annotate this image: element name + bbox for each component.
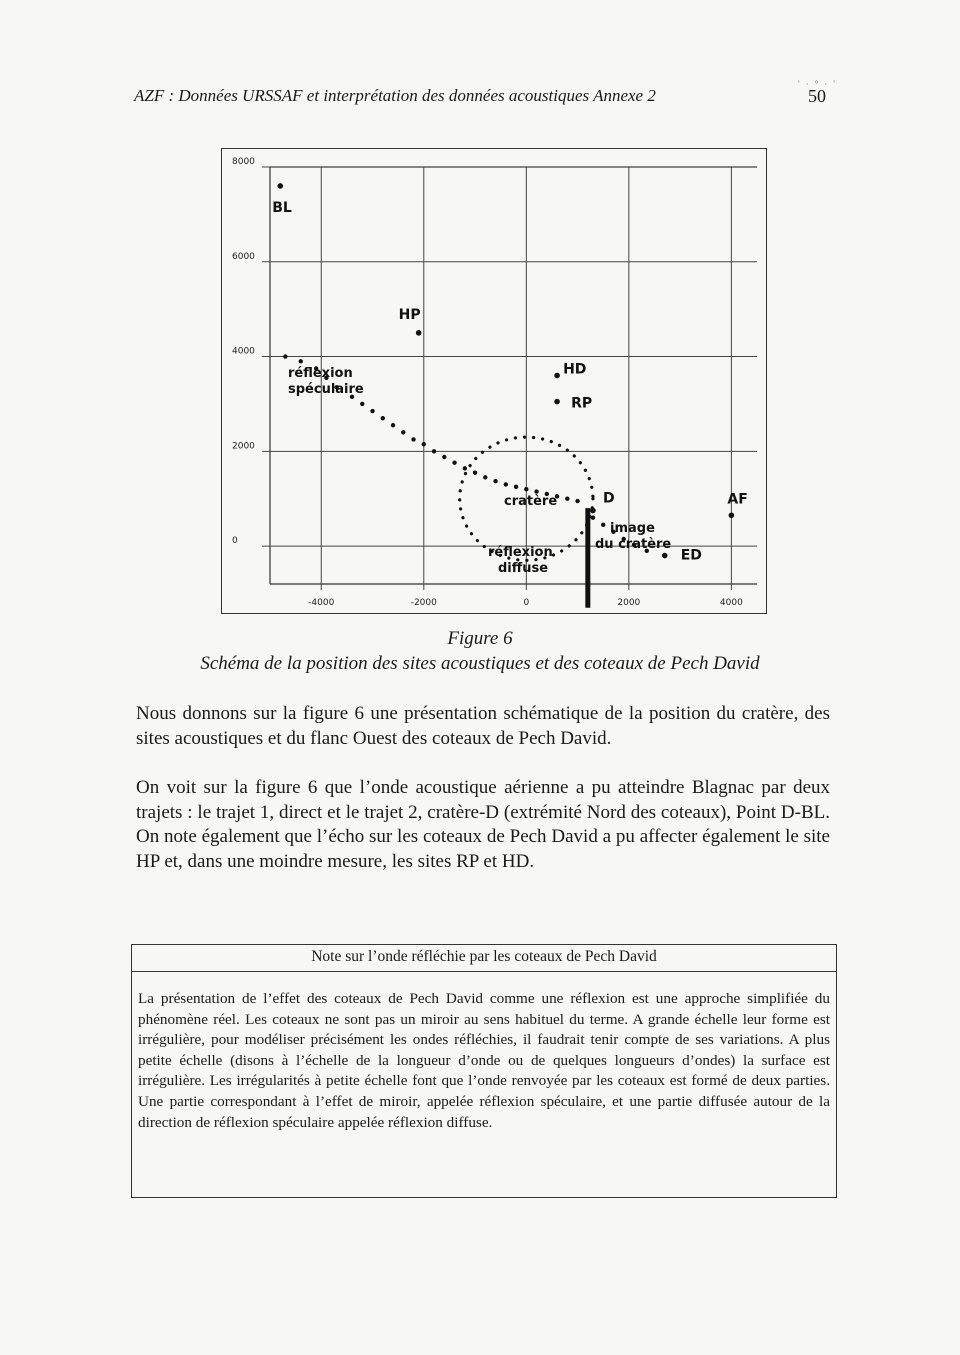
x-tick-label: 4000 (719, 598, 743, 608)
annotation-reflexion-speculaire-1: réflexion (288, 366, 353, 381)
y-tick-label: 2000 (232, 441, 255, 452)
site-bl-point (277, 183, 283, 189)
note-box (131, 944, 837, 1198)
annotation-image-2: du cratère (595, 537, 672, 552)
hill-point (575, 499, 579, 503)
site-d-point (590, 508, 596, 514)
chart-labels (232, 157, 748, 608)
hill-point (360, 402, 364, 406)
hill-point (432, 449, 436, 453)
hill-point (381, 416, 385, 420)
y-tick-label: 8000 (232, 157, 255, 167)
figure-label: Figure 6 (447, 628, 513, 649)
annotation-cratere: cratère (504, 494, 558, 509)
hill-point (493, 479, 497, 483)
hill-point (452, 460, 456, 464)
y-tick-label: 0 (232, 536, 238, 547)
site-ed-label: ED (680, 547, 702, 564)
y-tick-label: 6000 (232, 251, 255, 262)
figure-frame (221, 148, 767, 614)
site-bl-label: BL (272, 199, 292, 216)
hill-point (483, 475, 487, 479)
hill-point (283, 354, 287, 358)
site-ed-point (662, 553, 668, 559)
site-af-point (729, 512, 735, 518)
annotation-reflexion-diffuse-1: réflexion (488, 545, 553, 560)
page-mark: '·°·' (798, 79, 841, 89)
hill-point (422, 442, 426, 446)
paragraph-1: Nous donnons sur la figure 6 une présentation schématique de la position du cratère, des sites acoustiques et du flanc Ouest des coteaux de Pech David. (136, 703, 830, 749)
site-hd-label: HD (563, 361, 587, 378)
page-number: 50 (808, 86, 826, 106)
hill-point (473, 470, 477, 474)
header-title: AZF : Données URSSAF et interprétation des données acoustiques Annexe 2 (134, 86, 656, 105)
site-hp-point (416, 330, 422, 336)
hill-point (411, 437, 415, 441)
hill-point (565, 497, 569, 501)
note-title-rule (132, 971, 836, 972)
x-tick-label: 2000 (617, 598, 641, 608)
site-d-label: D (602, 490, 615, 507)
hill-point (463, 466, 467, 470)
x-tick-label: -2000 (410, 598, 437, 608)
site-rp-label: RP (571, 395, 593, 412)
note-title: Note sur l’onde réfléchie par les coteaux de Pech David (311, 948, 657, 965)
annotation-reflexion-speculaire-2: spéculaire (288, 382, 364, 397)
site-hp-label: HP (398, 306, 421, 323)
hill-point (524, 487, 528, 491)
hill-point (299, 359, 303, 363)
paragraph-2: On voit sur la figure 6 que l’onde acoustique aérienne a pu atteindre Blagnac par deux trajets : le trajet 1, direct et le trajet 2, cratère-D (extrémité Nord des coteaux), Point D-BL. On note également que l’écho sur les coteaux de Pech David a pu affecter également le site HP et, dans une moindre mesure, les sites RP et HD. (136, 777, 830, 872)
hill-point (370, 409, 374, 413)
scatter-chart (222, 149, 768, 615)
site-af-label: AF (727, 491, 748, 508)
annotation-reflexion-diffuse-2: diffuse (498, 561, 549, 576)
hill-point (514, 485, 518, 489)
note-body: La présentation de l’effet des coteaux de Pech David comme une réflexion est une approche simplifiée du phénomène réel. Les coteaux ne sont pas un miroir au sens habituel du terme. A grande échelle leur forme est irrégulière, pour modéliser précisément les ondes réfléchies, il faudrait tenir compte de ses variations. A plus petite échelle (disons à l’échelle de la longueur d’onde ou de quelques longueurs d’ondes) la surface est irrégulière. Les irrégularités à petite échelle font que l’onde renvoyée par les coteaux est formé de deux parties. Une partie correspondant à l’effet de miroir, appelée réflexion spéculaire, et une partie diffusée autour de la direction de réflexion spéculaire appelée réflexion diffuse. (138, 990, 830, 1131)
annotation-image-1: image (610, 521, 655, 536)
x-tick-label: -4000 (308, 598, 335, 608)
hill-point (401, 430, 405, 434)
figure-caption: Schéma de la position des sites acoustiques et des coteaux de Pech David (200, 653, 760, 674)
site-rp-point (554, 399, 560, 405)
hill-point (442, 455, 446, 459)
y-tick-label: 4000 (232, 346, 255, 357)
hill-point (504, 482, 508, 486)
x-tick-label: 0 (523, 598, 530, 608)
hill-point (601, 523, 605, 527)
site-hd-point (554, 373, 560, 379)
hill-point (391, 423, 395, 427)
